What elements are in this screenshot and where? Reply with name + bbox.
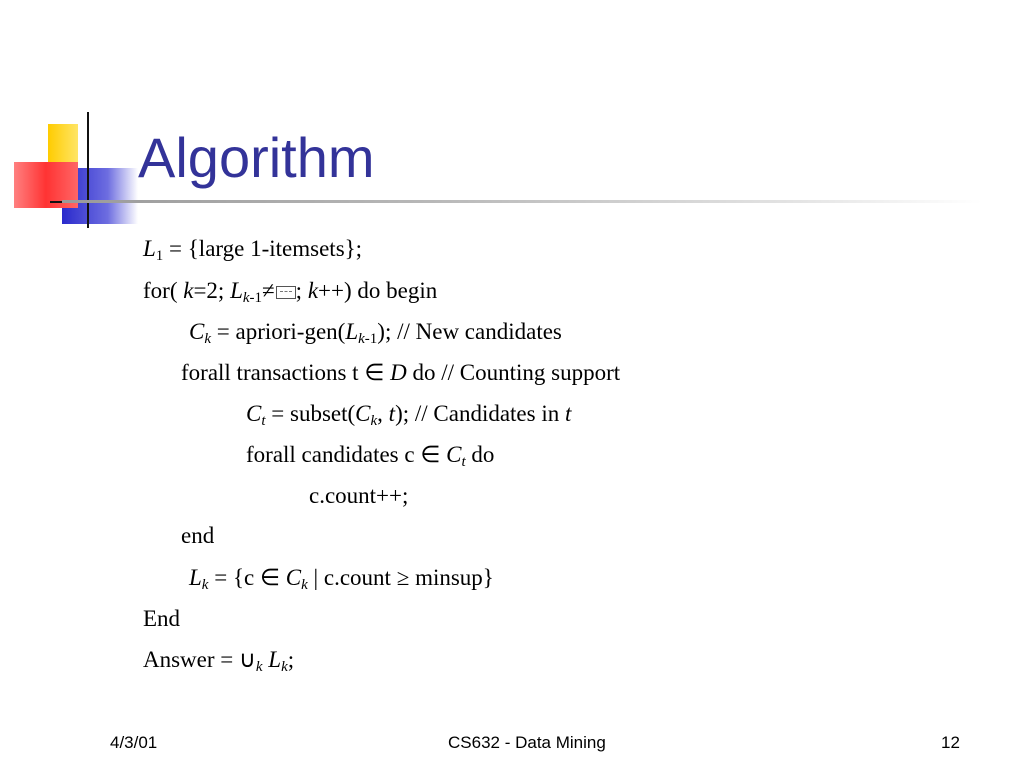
- subscript: [256, 659, 263, 675]
- var-k: k: [183, 278, 194, 303]
- code-line-1: [143, 235, 362, 263]
- code-text: forall transactions t: [181, 360, 365, 385]
- code-line-5: [246, 400, 571, 428]
- var-t: t: [461, 454, 466, 470]
- var-k: k: [201, 577, 209, 593]
- greater-equal-symbol: ≥: [396, 565, 410, 590]
- code-text: ,: [377, 401, 389, 426]
- var-C: C: [446, 442, 462, 467]
- code-text: = {large 1-itemsets};: [163, 236, 363, 261]
- var-C: C: [246, 401, 262, 426]
- var-k: k: [255, 659, 263, 675]
- code-text: ); // Candidates in: [395, 401, 565, 426]
- code-text: =2;: [193, 278, 231, 303]
- code-text: end: [181, 523, 215, 548]
- var-L: L: [143, 236, 156, 261]
- subscript: [281, 659, 288, 675]
- code-line-7: [309, 482, 408, 510]
- code-text: ;: [295, 278, 308, 303]
- var-C: C: [285, 565, 302, 590]
- footer-page-number: 12: [941, 733, 960, 752]
- element-of-symbol: ∈: [259, 565, 280, 590]
- code-text: -1: [249, 290, 263, 306]
- var-C: C: [189, 319, 205, 344]
- footer-date: 4/3/01: [110, 733, 158, 752]
- element-of-symbol: ∈: [420, 442, 441, 467]
- code-line-3: [189, 318, 562, 346]
- code-text: do // Counting support: [406, 360, 621, 385]
- footer-course: CS632 - Data Mining: [448, 733, 606, 752]
- slide-title: Algorithm: [138, 126, 375, 189]
- code-text: Answer =: [143, 647, 240, 672]
- subscript: [358, 331, 377, 347]
- var-C: C: [355, 401, 371, 426]
- var-k: k: [370, 413, 378, 429]
- var-k: k: [204, 331, 212, 347]
- code-line-10: [143, 605, 180, 633]
- code-line-4: [181, 359, 620, 387]
- subscript: [204, 331, 211, 347]
- var-k: k: [358, 331, 365, 347]
- subscript: [301, 577, 308, 593]
- code-text: ++) do begin: [318, 278, 438, 303]
- code-text: forall candidates c: [246, 442, 421, 467]
- var-L: L: [189, 565, 202, 590]
- code-line-6: [246, 441, 494, 469]
- var-L: L: [345, 319, 359, 344]
- element-of-symbol: ∈: [364, 360, 385, 385]
- code-text: ;: [287, 647, 295, 672]
- code-line-9: [189, 564, 494, 592]
- code-text: for(: [143, 278, 184, 303]
- var-k: k: [307, 278, 319, 303]
- code-text: ); // New candidates: [377, 319, 562, 344]
- code-line-2: [143, 277, 437, 305]
- code-text: | c.count: [307, 565, 397, 590]
- code-text: c.count++;: [309, 483, 409, 508]
- var-t: t: [564, 401, 572, 426]
- var-k: k: [242, 290, 250, 306]
- code-text: do: [465, 442, 495, 467]
- code-text: = subset(: [265, 401, 356, 426]
- var-D: D: [390, 360, 407, 385]
- var-k: k: [281, 659, 288, 675]
- var-t: t: [261, 413, 266, 429]
- code-text: -1: [364, 331, 378, 347]
- code-line-8: [181, 522, 214, 550]
- code-text: minsup}: [409, 565, 494, 590]
- subscript: [243, 290, 262, 306]
- not-equal-symbol: ≠: [262, 278, 275, 303]
- union-symbol: ∪: [239, 647, 256, 672]
- code-line-11: [143, 646, 294, 674]
- code-text: = apriori-gen(: [211, 319, 346, 344]
- code-text: End: [143, 606, 181, 631]
- subscript: 1: [155, 248, 164, 264]
- var-k: k: [301, 577, 308, 593]
- empty-set-glyph-icon: [276, 286, 296, 299]
- var-t: t: [388, 401, 396, 426]
- var-L: L: [230, 278, 243, 303]
- code-text: = {c: [208, 565, 260, 590]
- var-L: L: [268, 647, 282, 672]
